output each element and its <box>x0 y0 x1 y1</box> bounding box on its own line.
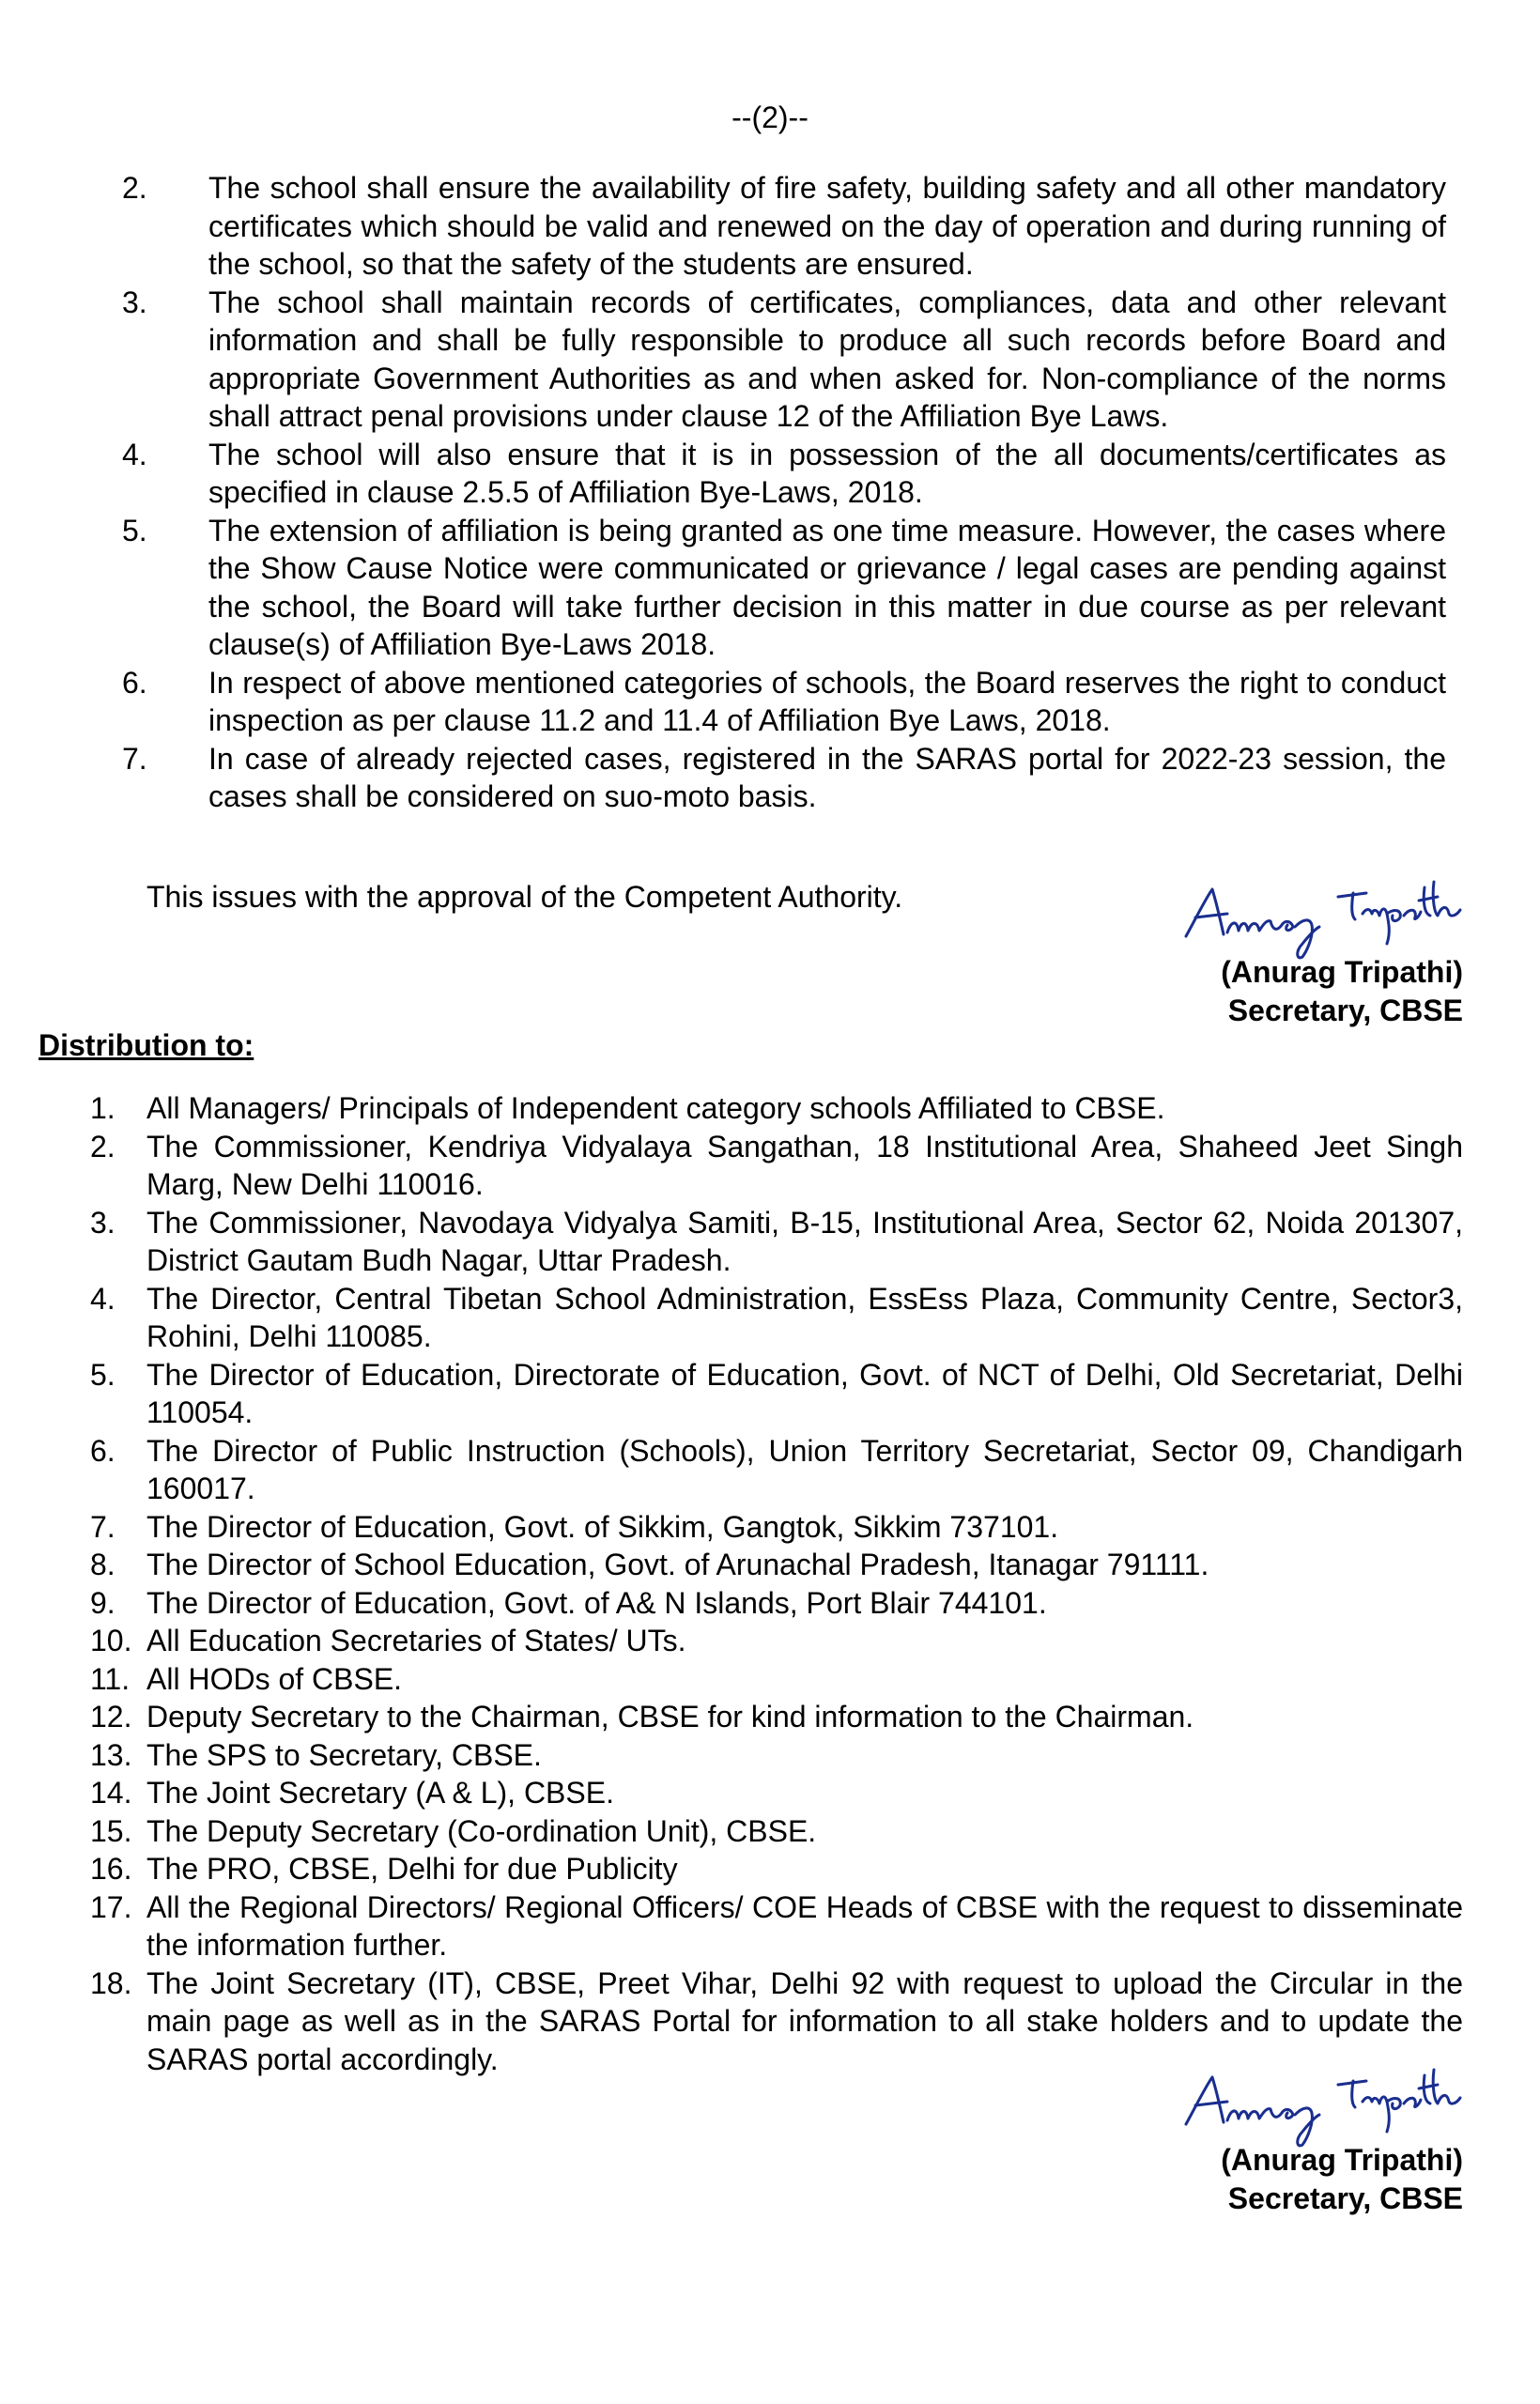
list-item-text: The Director of School Education, Govt. of Arunachal Pradesh, Itanagar 791111. <box>146 1548 1209 1581</box>
list-item-number: 6. <box>122 665 147 700</box>
list-item-number: 16. <box>90 1852 132 1886</box>
list-item <box>90 1736 1463 1775</box>
list-item-text: The school will also ensure that it is in possession of the all documents/certificates as specified in clause 2.5.5 of Affiliation Bye-Laws, 2018. <box>208 437 1446 509</box>
signature-image <box>1178 2047 1479 2150</box>
list-item-text: The Director of Education, Govt. of Sikkim, Gangtok, Sikkim 737101. <box>146 1509 1059 1544</box>
list-item <box>122 436 1446 512</box>
list-item-number: 1. <box>90 1091 116 1125</box>
list-item-number: 17. <box>90 1889 132 1924</box>
list-item <box>90 1432 1463 1508</box>
distribution-list <box>90 1089 1463 2078</box>
signature-stroke <box>1186 889 1224 936</box>
list-item-text: In respect of above mentioned categories of schools, the Board reserves the right to conduct inspection as per clause 11.2 and 11.4 of Affiliation Bye Laws, 2018. <box>208 665 1446 737</box>
signature-stroke <box>1186 2077 1224 2124</box>
signature-stroke <box>1195 914 1227 917</box>
list-item <box>90 1508 1463 1547</box>
list-item <box>90 1888 1463 1965</box>
list-item <box>90 1584 1463 1623</box>
list-item <box>90 1356 1463 1432</box>
list-item <box>90 1089 1463 1128</box>
signature-stroke <box>1227 2109 1293 2120</box>
list-item-number: 14. <box>90 1776 132 1810</box>
list-item-number: 13. <box>90 1737 132 1772</box>
signature-stroke <box>1195 2102 1227 2105</box>
distribution-heading: Distribution to: <box>38 1028 254 1062</box>
list-item-text: The PRO, CBSE, Delhi for due Publicity <box>146 1852 678 1886</box>
list-item-number: 4. <box>122 437 147 471</box>
conditions-list <box>122 169 1446 816</box>
signature-stroke <box>1363 2097 1400 2132</box>
list-item-text: The school shall maintain records of certificates, compliances, data and other relevant information and shall be fully responsible to produce all such records before Board and appropriate Government Authorities as and when asked for. Non-compliance of the norms shall attract penal provisions under clause 12 of the Affiliation Bye Laws. <box>208 285 1446 433</box>
list-item-number: 2. <box>122 171 147 205</box>
list-item-number: 15. <box>90 1813 132 1848</box>
signatory-name: (Anurag Tripathi) <box>1221 955 1463 989</box>
list-item <box>122 169 1446 284</box>
list-item-text: The Joint Secretary (IT), CBSE, Preet Vihar, Delhi 92 with request to upload the Circular in the main page as well as in the SARAS Portal for information to all stake holders and to update the SARAS portal accordingly. <box>146 1965 1463 2076</box>
list-item-text: The Director of Education, Directorate of Education, Govt. of NCT of Delhi, Old Secretariat, Delhi 110054. <box>146 1357 1463 1429</box>
signature-stroke <box>1404 2070 1460 2107</box>
list-item-number: 10. <box>90 1624 132 1657</box>
list-item-text: The Joint Secretary (A & L), CBSE. <box>146 1776 614 1810</box>
signatory-designation: Secretary, CBSE <box>1227 2181 1463 2215</box>
list-item-number: 12. <box>90 1700 132 1734</box>
signatory-designation: Secretary, CBSE <box>1227 993 1463 1027</box>
list-item <box>90 1812 1463 1851</box>
list-item <box>90 1204 1463 1280</box>
list-item-number: 8. <box>90 1548 116 1581</box>
signature-stroke <box>1338 893 1366 919</box>
list-item <box>122 284 1446 436</box>
list-item-text: The Director, Central Tibetan School Administration, EssEss Plaza, Community Centre, Sector3, Rohini, Delhi 110085. <box>146 1281 1463 1353</box>
signature-stroke <box>1338 2081 1366 2107</box>
approval-text: This issues with the approval of the Competent Authority. <box>146 880 903 914</box>
list-item-number: 3. <box>90 1205 116 1240</box>
signature-stroke <box>1404 882 1460 919</box>
list-item-text: All Education Secretaries of States/ UTs. <box>146 1624 686 1657</box>
list-item-text: All HODs of CBSE. <box>146 1661 403 1696</box>
list-item-text: Deputy Secretary to the Chairman, CBSE for kind information to the Chairman. <box>146 1700 1194 1734</box>
list-item-number: 5. <box>122 513 147 547</box>
list-item-number: 18. <box>90 1965 132 2000</box>
signature-stroke <box>1227 921 1293 932</box>
list-item-text: The Director of Public Instruction (Schools), Union Territory Secretariat, Sector 09, Chandigarh 160017. <box>146 1433 1463 1505</box>
signature-block <box>1221 2141 1463 2217</box>
list-item-text: All Managers/ Principals of Independent category schools Affiliated to CBSE. <box>146 1091 1165 1125</box>
list-item <box>90 1660 1463 1699</box>
list-item-number: 7. <box>122 741 147 776</box>
list-item <box>90 1280 1463 1356</box>
signatory-name: (Anurag Tripathi) <box>1221 2143 1463 2177</box>
list-item <box>90 1850 1463 1888</box>
list-item <box>90 1622 1463 1660</box>
signature-stroke <box>1363 909 1400 944</box>
page-number: --(2)-- <box>732 100 808 134</box>
signature-stroke <box>1295 2108 1319 2146</box>
list-item-text: In case of already rejected cases, registered in the SARAS portal for 2022-23 session, the cases shall be considered on suo-moto basis. <box>208 741 1446 813</box>
signature-image <box>1178 859 1479 963</box>
list-item-number: 3. <box>122 285 147 319</box>
signature-stroke <box>1295 920 1319 958</box>
list-item <box>90 1546 1463 1584</box>
list-item-text: The Commissioner, Kendriya Vidyalaya Sangathan, 18 Institutional Area, Shaheed Jeet Singh Marg, New Delhi 110016. <box>146 1129 1463 1201</box>
list-item-text: The Director of Education, Govt. of A& N Islands, Port Blair 744101. <box>146 1585 1047 1620</box>
list-item-number: 9. <box>90 1585 116 1620</box>
list-item-number: 11. <box>90 1661 131 1696</box>
list-item <box>122 512 1446 664</box>
list-item-number: 7. <box>90 1509 116 1544</box>
list-item-text: The school shall ensure the availability of fire safety, building safety and all other mandatory certificates which should be valid and renewed on the day of operation and during running of the school, so that the safety of the students are ensured. <box>208 171 1446 281</box>
list-item-text: The Commissioner, Navodaya Vidyalya Samiti, B-15, Institutional Area, Sector 62, Noida 201307, District Gautam Budh Nagar, Uttar Pradesh. <box>146 1205 1463 1277</box>
list-item-number: 4. <box>90 1281 116 1316</box>
signature-block <box>1221 953 1463 1029</box>
list-item <box>122 740 1446 816</box>
list-item-number: 6. <box>90 1433 116 1468</box>
list-item <box>90 1774 1463 1812</box>
list-item-text: The extension of affiliation is being granted as one time measure. However, the cases where the Show Cause Notice were communicated or grievance / legal cases are pending against the school, the Board will take further decision in this matter in due course as per relevant clause(s) of Affiliation Bye-Laws 2018. <box>208 513 1446 661</box>
list-item <box>90 1698 1463 1736</box>
list-item-text: All the Regional Directors/ Regional Officers/ COE Heads of CBSE with the request to disseminate the information further. <box>146 1889 1463 1962</box>
list-item <box>122 664 1446 740</box>
list-item-number: 5. <box>90 1357 116 1392</box>
list-item-text: The SPS to Secretary, CBSE. <box>146 1737 542 1772</box>
list-item-number: 2. <box>90 1129 116 1163</box>
list-item-text: The Deputy Secretary (Co-ordination Unit), CBSE. <box>146 1813 817 1848</box>
list-item <box>90 1128 1463 1204</box>
